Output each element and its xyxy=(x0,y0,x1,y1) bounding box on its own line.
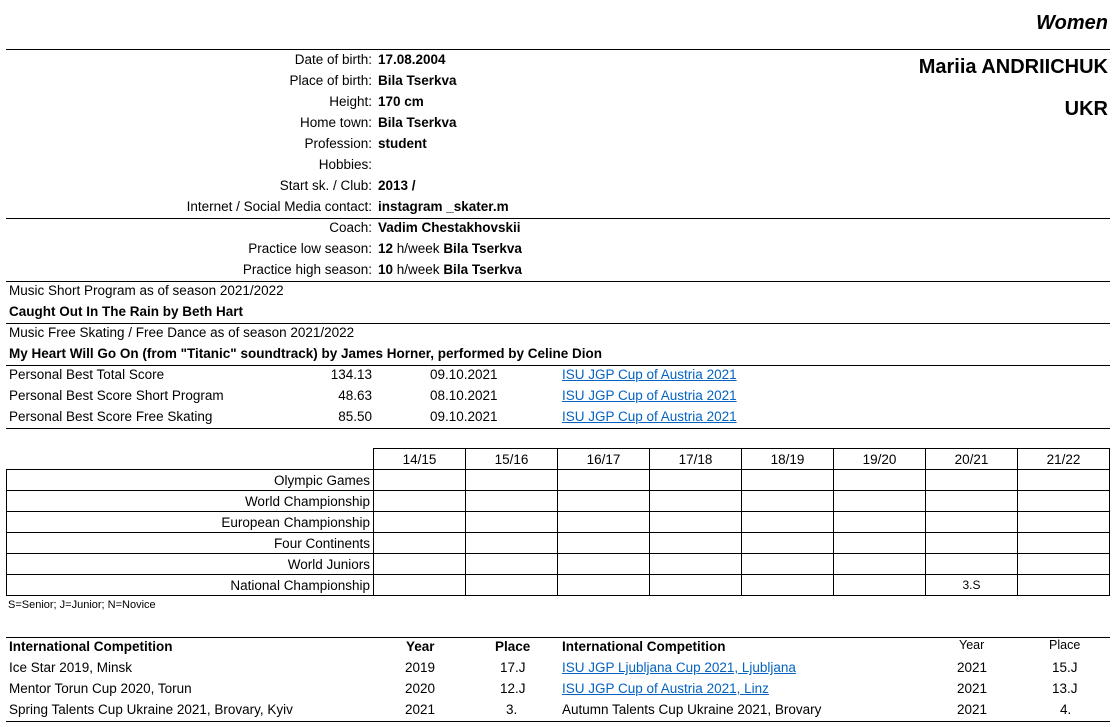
season-header: 19/20 xyxy=(834,449,926,470)
pb-score: 48.63 xyxy=(338,388,372,403)
result-cell xyxy=(558,491,650,512)
bio-label: Hobbies: xyxy=(318,157,372,172)
practice-high-value xyxy=(378,262,522,277)
bio-label: Height: xyxy=(329,94,372,109)
championship-name: Olympic Games xyxy=(7,470,374,491)
championship-results-table xyxy=(6,469,1110,596)
intl-right-header-place: Place xyxy=(1049,638,1081,652)
intl-year: 2021 xyxy=(957,660,988,675)
pb-score: 134.13 xyxy=(330,367,372,382)
table-row xyxy=(7,491,1110,512)
divider xyxy=(6,323,1110,324)
result-cell xyxy=(742,491,834,512)
practice-high-hours: 10 xyxy=(378,262,394,277)
intl-right-header-year: Year xyxy=(959,638,985,652)
season-header: 18/19 xyxy=(742,449,834,470)
pb-event-link[interactable]: ISU JGP Cup of Austria 2021 xyxy=(562,388,737,403)
result-cell xyxy=(1018,533,1110,554)
championship-name: National Championship xyxy=(7,575,374,596)
practice-low-place: Bila Tserkva xyxy=(443,241,522,256)
season-header: 20/21 xyxy=(926,449,1018,470)
music-free-title: My Heart Will Go On (from "Titanic" soundtrack) by James Horner, performed by Celine Dion xyxy=(9,346,603,361)
result-cell xyxy=(834,512,926,533)
bio-label: Profession: xyxy=(304,136,372,151)
intl-competition: Autumn Talents Cup Ukraine 2021, Brovary xyxy=(562,702,822,717)
bio-value: 17.08.2004 xyxy=(378,52,446,67)
pb-date: 08.10.2021 xyxy=(430,388,498,403)
result-cell xyxy=(558,554,650,575)
table-row xyxy=(7,554,1110,575)
divider xyxy=(6,281,1110,282)
result-cell xyxy=(742,533,834,554)
intl-year: 2019 xyxy=(405,660,436,675)
result-cell xyxy=(650,470,742,491)
divider xyxy=(6,637,1110,638)
music-short-heading: Music Short Program as of season 2021/2022 xyxy=(9,283,284,298)
result-cell xyxy=(374,533,466,554)
seasons-header xyxy=(373,448,1110,470)
intl-competition: Spring Talents Cup Ukraine 2021, Brovary, Kyiv xyxy=(9,702,293,717)
result-cell xyxy=(558,533,650,554)
result-cell xyxy=(834,470,926,491)
bio-value: student xyxy=(378,136,427,151)
season-header: 16/17 xyxy=(558,449,650,470)
result-cell xyxy=(834,575,926,596)
pb-date: 09.10.2021 xyxy=(430,409,498,424)
intl-competition-link[interactable]: ISU JGP Ljubljana Cup 2021, Ljubljana xyxy=(562,660,796,675)
result-cell xyxy=(466,554,558,575)
pb-date: 09.10.2021 xyxy=(430,367,498,382)
pb-label: Personal Best Score Short Program xyxy=(9,388,224,403)
championship-name: World Juniors xyxy=(7,554,374,575)
intl-competition: Ice Star 2019, Minsk xyxy=(9,660,133,675)
intl-left-header-place: Place xyxy=(495,639,531,654)
table-row xyxy=(7,470,1110,491)
result-cell xyxy=(1018,470,1110,491)
intl-competition-link[interactable]: ISU JGP Cup of Austria 2021, Linz xyxy=(562,681,769,696)
pb-label: Personal Best Score Free Skating xyxy=(9,409,213,424)
practice-low-unit: h/week xyxy=(393,241,444,256)
coach-value: Vadim Chestakhovskii xyxy=(378,220,521,235)
divider xyxy=(6,721,1110,722)
intl-place: 12.J xyxy=(500,681,526,696)
intl-left-header-competition: International Competition xyxy=(9,639,173,654)
music-short-title: Caught Out In The Rain by Beth Hart xyxy=(9,304,244,319)
bio-value: instagram _skater.m xyxy=(378,199,509,214)
practice-high-label: Practice high season: xyxy=(242,262,372,277)
result-cell xyxy=(650,491,742,512)
result-cell xyxy=(558,470,650,491)
table-row xyxy=(7,533,1110,554)
skater-nation: UKR xyxy=(1064,98,1108,120)
pb-label: Personal Best Total Score xyxy=(9,367,165,382)
bio-label: Date of birth: xyxy=(294,52,372,67)
intl-left-header-year: Year xyxy=(406,639,435,654)
result-cell xyxy=(374,575,466,596)
result-cell xyxy=(742,470,834,491)
intl-year: 2021 xyxy=(957,702,988,717)
bio-label: Place of birth: xyxy=(289,73,372,88)
practice-low-value xyxy=(378,241,522,256)
result-cell: 3.S xyxy=(926,575,1018,596)
result-cell xyxy=(1018,575,1110,596)
music-free-heading: Music Free Skating / Free Dance as of season 2021/2022 xyxy=(9,325,355,340)
divider xyxy=(6,365,1110,366)
result-cell xyxy=(650,512,742,533)
pb-event-link[interactable]: ISU JGP Cup of Austria 2021 xyxy=(562,409,737,424)
result-cell xyxy=(926,491,1018,512)
bio-value: 170 cm xyxy=(378,94,424,109)
season-header: 17/18 xyxy=(650,449,742,470)
divider xyxy=(6,49,1110,50)
coach-label: Coach: xyxy=(329,220,372,235)
bio-value: 2013 / xyxy=(378,178,416,193)
bio-label: Home town: xyxy=(299,115,372,130)
intl-year: 2020 xyxy=(405,681,436,696)
result-cell xyxy=(650,575,742,596)
result-cell xyxy=(926,512,1018,533)
table-row xyxy=(7,512,1110,533)
result-cell xyxy=(558,512,650,533)
bio-label: Internet / Social Media contact: xyxy=(186,199,372,214)
divider xyxy=(6,218,1110,219)
season-header: 14/15 xyxy=(374,449,466,470)
pb-score: 85.50 xyxy=(338,409,372,424)
category-title: Women xyxy=(1036,12,1108,34)
intl-right-header-competition: International Competition xyxy=(562,639,726,654)
season-header: 21/22 xyxy=(1018,449,1110,470)
championship-name: Four Continents xyxy=(7,533,374,554)
result-cell xyxy=(926,554,1018,575)
intl-place: 15.J xyxy=(1052,660,1078,675)
result-cell xyxy=(466,512,558,533)
result-cell xyxy=(926,470,1018,491)
result-cell xyxy=(1018,491,1110,512)
legend-note: S=Senior; J=Junior; N=Novice xyxy=(8,599,156,611)
skater-name: Mariia ANDRIICHUK xyxy=(918,56,1108,78)
intl-year: 2021 xyxy=(957,681,988,696)
result-cell xyxy=(834,533,926,554)
result-cell xyxy=(650,554,742,575)
practice-low-hours: 12 xyxy=(378,241,394,256)
result-cell xyxy=(374,512,466,533)
table-row xyxy=(7,575,1110,596)
result-cell xyxy=(834,491,926,512)
intl-competition: Mentor Torun Cup 2020, Torun xyxy=(9,681,192,696)
result-cell xyxy=(1018,512,1110,533)
bio-value: Bila Tserkva xyxy=(378,73,457,88)
result-cell xyxy=(374,470,466,491)
championship-name: European Championship xyxy=(7,512,374,533)
championship-name: World Championship xyxy=(7,491,374,512)
result-cell xyxy=(926,533,1018,554)
result-cell xyxy=(834,554,926,575)
result-cell xyxy=(466,575,558,596)
practice-high-unit: h/week xyxy=(393,262,444,277)
result-cell xyxy=(466,491,558,512)
practice-high-place: Bila Tserkva xyxy=(443,262,522,277)
divider xyxy=(6,428,1110,429)
practice-low-label: Practice low season: xyxy=(248,241,372,256)
result-cell xyxy=(742,554,834,575)
result-cell xyxy=(374,554,466,575)
pb-event-link[interactable]: ISU JGP Cup of Austria 2021 xyxy=(562,367,737,382)
result-cell xyxy=(466,533,558,554)
intl-place: 17.J xyxy=(500,660,526,675)
result-cell xyxy=(1018,554,1110,575)
result-cell xyxy=(466,470,558,491)
result-cell xyxy=(374,491,466,512)
bio-label: Start sk. / Club: xyxy=(279,178,372,193)
result-cell xyxy=(742,512,834,533)
intl-place: 13.J xyxy=(1052,681,1078,696)
result-cell xyxy=(558,575,650,596)
season-header: 15/16 xyxy=(466,449,558,470)
bio-value: Bila Tserkva xyxy=(378,115,457,130)
intl-place: 4. xyxy=(1060,702,1072,717)
result-cell xyxy=(650,533,742,554)
intl-year: 2021 xyxy=(405,702,436,717)
result-cell xyxy=(742,575,834,596)
intl-place: 3. xyxy=(506,702,518,717)
